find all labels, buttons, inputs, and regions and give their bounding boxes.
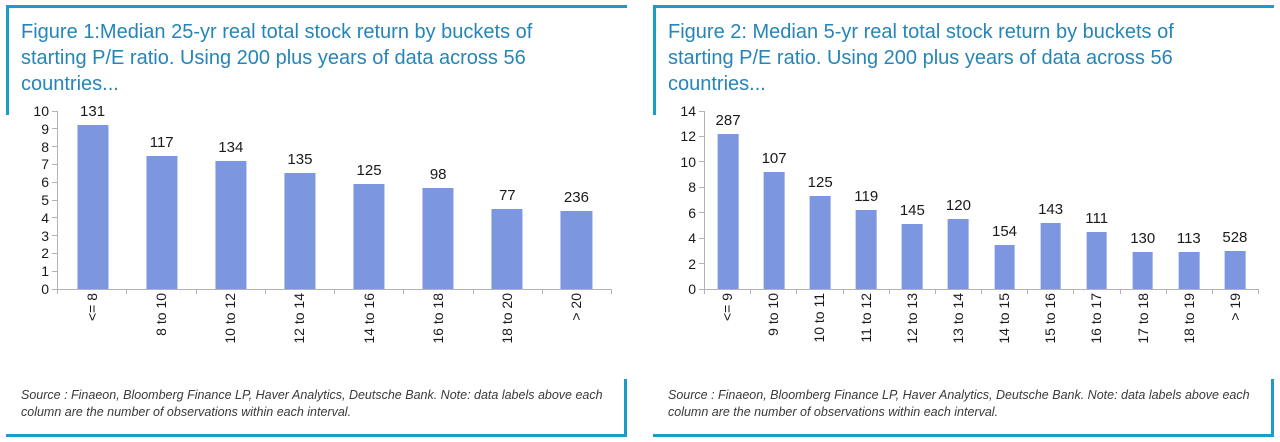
bar-slot <box>1074 111 1120 289</box>
x-axis-label: > 19 <box>1226 293 1243 321</box>
bar-value-label: 117 <box>149 133 174 151</box>
bar-slot <box>196 111 265 289</box>
figure-title: Figure 2: Median 5-yr real total stock return by buckets of starting P/E ratio. Using 200 plus years of data across 56 countries... <box>668 21 1174 95</box>
bar-value-label: 287 <box>715 111 741 129</box>
x-axis-label: 14 to 16 <box>360 293 377 344</box>
x-axis-tick <box>1027 289 1028 294</box>
panel-border-right <box>624 379 627 437</box>
y-axis-tick: 0 <box>688 281 704 297</box>
x-axis-label: 12 to 14 <box>291 293 308 344</box>
bar <box>810 196 831 289</box>
panel-border-left <box>653 5 656 115</box>
bar-value-label: 135 <box>287 151 313 169</box>
bar <box>77 125 108 289</box>
source-footnote: Source : Finaeon, Bloomberg Finance LP, Haver Analytics, Deutsche Bank. Note: data labels above each column are the number of observations within each interval. <box>668 388 1250 419</box>
x-axis-tick <box>704 289 705 294</box>
bar-value-label: 130 <box>1130 230 1156 248</box>
figure-1-panel <box>6 5 627 437</box>
y-axis-tick: 8 <box>688 179 704 195</box>
x-axis-tick <box>796 289 797 294</box>
panel-border-right <box>1271 379 1274 437</box>
bar-chart <box>668 103 1258 375</box>
bar-slot <box>542 111 611 289</box>
x-axis-tick <box>334 289 335 294</box>
bar-slot <box>751 111 797 289</box>
bar-slot <box>843 111 889 289</box>
bar <box>1086 232 1107 289</box>
x-axis-labels <box>57 293 611 375</box>
panel-border-left <box>6 5 9 115</box>
bar <box>948 219 969 289</box>
bar-value-label: 125 <box>807 174 833 192</box>
bar-value-label: 107 <box>761 150 787 168</box>
y-axis-tick: 1 <box>41 263 57 279</box>
bar <box>146 156 177 290</box>
x-axis-tick <box>126 289 127 294</box>
panel-border-top <box>6 5 627 8</box>
x-axis-tick <box>196 289 197 294</box>
bar-slot <box>981 111 1027 289</box>
bar-value-label: 77 <box>498 186 516 204</box>
bar-value-label: 113 <box>1176 230 1201 248</box>
bar <box>215 161 246 289</box>
x-axis-label: > 20 <box>568 293 585 321</box>
x-axis-label: 16 to 17 <box>1088 293 1105 344</box>
x-axis-tick <box>611 289 612 294</box>
x-axis-label: <= 8 <box>83 293 100 322</box>
x-axis-label: 9 to 10 <box>765 293 782 336</box>
bar <box>718 134 739 289</box>
bar <box>284 173 315 289</box>
y-axis-tick: 3 <box>41 228 57 244</box>
x-axis-tick <box>265 289 266 294</box>
y-axis-tick: 14 <box>680 103 704 119</box>
bar-value-label: 528 <box>1222 228 1248 246</box>
bar-slot <box>705 111 751 289</box>
bar-value-label: 111 <box>1085 209 1109 227</box>
bar-value-label: 98 <box>429 165 447 183</box>
y-axis <box>668 103 704 297</box>
x-axis-label: 11 to 12 <box>857 293 874 343</box>
bar <box>764 172 785 289</box>
bar-slot <box>473 111 542 289</box>
bar-slot <box>797 111 843 289</box>
y-axis-tick: 10 <box>33 103 57 119</box>
panel-border-bottom <box>653 434 1274 437</box>
bar-slot <box>404 111 473 289</box>
bar-chart <box>21 103 611 375</box>
figure-title: Figure 1:Median 25-yr real total stock return by buckets of starting P/E ratio. Using 200 plus years of data across 56 countries... <box>21 21 533 95</box>
bar <box>856 210 877 289</box>
x-axis-ticks <box>704 289 1258 294</box>
bar-value-label: 131 <box>80 103 106 121</box>
bar <box>561 211 592 289</box>
x-axis-tick <box>935 289 936 294</box>
panel-border-top <box>653 5 1274 8</box>
x-axis-label: 13 to 14 <box>949 293 966 344</box>
x-axis-label: 18 to 19 <box>1180 293 1197 344</box>
y-axis <box>21 103 57 297</box>
y-axis-tick: 6 <box>41 174 57 190</box>
bar-slot <box>1212 111 1258 289</box>
x-axis-tick <box>1073 289 1074 294</box>
x-axis-tick <box>473 289 474 294</box>
x-axis-label: 17 to 18 <box>1134 293 1151 344</box>
x-axis-tick <box>981 289 982 294</box>
bar-slot <box>889 111 935 289</box>
bar-slot <box>335 111 404 289</box>
bar-value-label: 120 <box>945 197 971 215</box>
bar <box>1225 251 1246 289</box>
bar <box>994 245 1015 290</box>
y-axis-tick: 10 <box>680 154 704 170</box>
bar-slot <box>1166 111 1212 289</box>
bar <box>1132 252 1153 289</box>
bar-value-label: 154 <box>991 222 1018 240</box>
bar <box>354 184 385 289</box>
x-axis-tick <box>403 289 404 294</box>
x-axis-tick <box>843 289 844 294</box>
bar <box>902 224 923 289</box>
bar-slot <box>265 111 334 289</box>
bar <box>1178 252 1199 289</box>
x-axis-tick <box>889 289 890 294</box>
y-axis-tick: 2 <box>41 245 57 261</box>
x-axis-tick <box>1120 289 1121 294</box>
bar-slot <box>127 111 196 289</box>
y-axis-tick: 6 <box>688 205 704 221</box>
x-axis-label: 15 to 16 <box>1042 293 1059 344</box>
bar <box>423 188 454 289</box>
y-axis-tick: 2 <box>688 256 704 272</box>
x-axis-tick <box>750 289 751 294</box>
y-axis-tick: 9 <box>41 121 57 137</box>
plot-area <box>704 111 1258 290</box>
y-axis-tick: 12 <box>680 128 704 144</box>
bar-slot <box>1120 111 1166 289</box>
bar-value-label: 145 <box>899 202 925 220</box>
x-axis-label: <= 9 <box>719 293 736 322</box>
x-axis-label: 10 to 12 <box>222 293 239 344</box>
x-axis-tick <box>1166 289 1167 294</box>
x-axis-label: 14 to 15 <box>996 293 1013 344</box>
bar-value-label: 134 <box>218 138 244 156</box>
y-axis-tick: 0 <box>41 281 57 297</box>
x-axis-label: 18 to 20 <box>499 293 516 344</box>
x-axis-tick <box>542 289 543 294</box>
bar-slot <box>1028 111 1074 289</box>
bar-slot <box>58 103 127 289</box>
figure-2-panel <box>653 5 1274 437</box>
y-axis-tick: 5 <box>41 192 57 208</box>
y-axis-tick: 4 <box>688 230 704 246</box>
x-axis-label: 8 to 10 <box>152 293 169 336</box>
bar-value-label: 143 <box>1038 200 1064 218</box>
bar-slot <box>935 111 981 289</box>
plot-area <box>57 103 611 290</box>
bar <box>1040 223 1061 289</box>
source-footnote: Source : Finaeon, Bloomberg Finance LP, Haver Analytics, Deutsche Bank. Note: data labels above each column are the number of observations within each interval. <box>21 388 603 419</box>
x-axis-label: 16 to 18 <box>429 293 446 344</box>
x-axis-label: 10 to 11 <box>811 293 828 343</box>
y-axis-tick: 4 <box>41 210 57 226</box>
y-axis-tick: 8 <box>41 139 57 155</box>
x-axis-labels <box>704 293 1258 375</box>
bar-value-label: 236 <box>563 188 589 206</box>
bar-value-label: 119 <box>854 188 879 206</box>
y-axis-tick: 7 <box>41 156 57 172</box>
x-axis-ticks <box>57 289 611 294</box>
x-axis-tick <box>57 289 58 294</box>
x-axis-tick <box>1212 289 1213 294</box>
bar-value-label: 125 <box>356 161 382 179</box>
x-axis-label: 12 to 13 <box>903 293 920 344</box>
x-axis-tick <box>1258 289 1259 294</box>
panel-border-bottom <box>6 434 627 437</box>
bar <box>492 209 523 289</box>
